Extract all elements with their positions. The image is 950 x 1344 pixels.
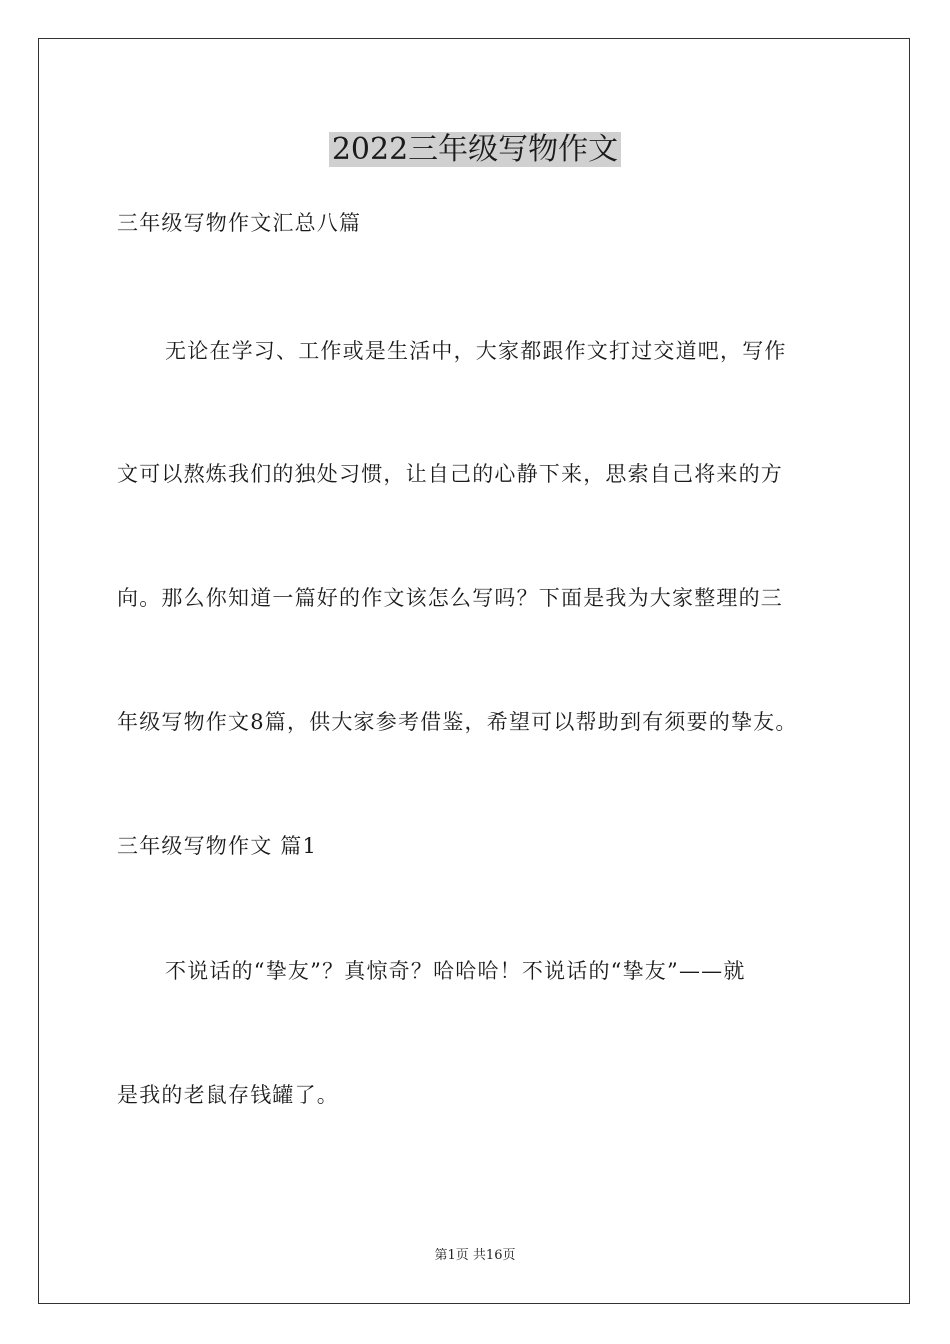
document-title-text: 2022三年级写物作文 <box>329 132 621 167</box>
paragraph-line: 文可以熬炼我们的独处习惯，让自己的心静下来，思索自己将来的方 <box>117 462 783 486</box>
paragraph-line: 是我的老鼠存钱罐了。 <box>117 1083 339 1107</box>
paragraph-line: 不说话的“挚友”？真惊奇？哈哈哈！不说话的“挚友”——就 <box>165 959 746 983</box>
page-footer: 第1页 共16页 <box>434 1248 516 1263</box>
paragraph-line: 向。那么你知道一篇好的作文该怎么写吗？下面是我为大家整理的三 <box>117 586 783 610</box>
section-heading: 三年级写物作文 篇1 <box>117 834 318 858</box>
document-title <box>0 128 950 172</box>
document-subtitle: 三年级写物作文汇总八篇 <box>117 211 362 235</box>
paragraph-line: 年级写物作文8篇，供大家参考借鉴，希望可以帮助到有须要的挚友。 <box>117 710 798 734</box>
paragraph-line: 无论在学习、工作或是生活中，大家都跟作文打过交道吧，写作 <box>165 339 787 363</box>
